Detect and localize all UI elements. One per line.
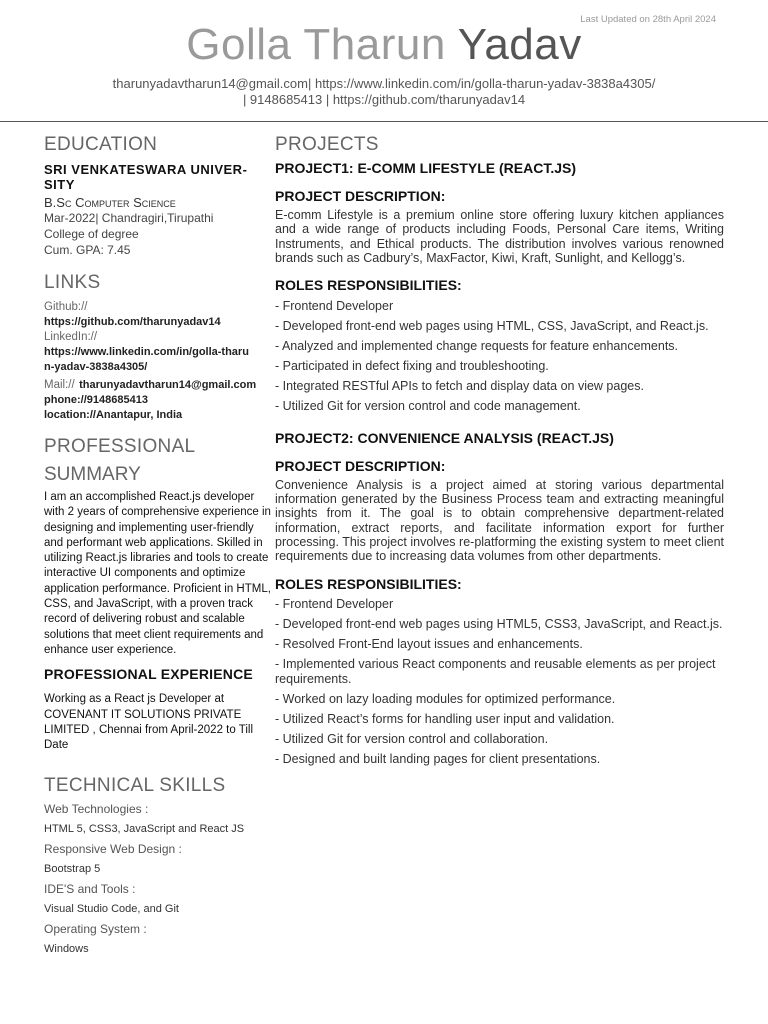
role-item: - Integrated RESTful APIs to fetch and display data on view pages. [275,379,644,394]
location-text: location://Anantapur, India [44,409,183,421]
education-title: EDUCATION [44,134,158,155]
project2-roles [275,597,724,767]
summary-text: I am an accomplished React.js developer with 2 years of comprehensive experience in designing and implementing user-friendly and performant web applications. Skilled in utilizing React.js libraries and tools to create interactive UI components and optimize application performance. Proficient in HTML, CSS, and JavaScript, with a proven track record of delivering robust and scalable solutions that meet client requirements and enhance user experience. [44,491,271,656]
education-gpa: Cum. GPA: 7.45 [44,243,131,257]
linkedin-link[interactable]: https://www.linkedin.com/in/golla-tharun-yadav-3838a4305/ [44,346,249,373]
skill-value: Windows [44,943,89,956]
skill-label: Operating System : [44,922,147,937]
project1-roles [275,299,724,414]
project1-roles-head: ROLES RESPONSIBILITIES: [275,277,462,294]
project2-desc-head: PROJECT DESCRIPTION: [275,457,446,474]
skill-label: Web Technologies : [44,802,149,817]
summary-title-2: SUMMARY [44,464,141,485]
left-column [44,134,272,959]
role-item: - Implemented various React components and reusable elements as per project requirements. [275,657,716,686]
skill-label: Responsive Web Design : [44,842,182,857]
role-item: - Resolved Front-End layout issues and enhancements. [275,637,583,652]
skill-value: Visual Studio Code, and Git [44,903,179,916]
mail-link[interactable]: tharunyadavtharun14@gmail.com [79,379,257,391]
role-item: - Analyzed and implemented change requests for feature enhancements. [275,338,679,353]
contact-line-2[interactable]: | 9148685413 | https://github.com/tharunyadav14 [242,92,526,107]
role-item: - Frontend Developer [275,597,394,612]
contact-info [0,76,768,108]
role-item: - Utilized Git for version control and collaboration. [275,732,549,747]
education-college: College of degree [44,227,139,241]
project2-description: Convenience Analysis is a project aimed at storing various departmental information generated by the Business Process team and extracting meaningful insights from it. The goal is to obtain comprehensive department-related information, extract reports, and facilitate information export for further processing. This project involves re-platforming the existing system to meet client requirements due to increasing data volumes from other departments. [275,477,724,564]
github-label: Github:// [44,301,88,313]
education-date-place: Mar-2022| Chandragiri,Tirupathi [44,211,214,225]
role-item: - Developed front-end web pages using HTML, CSS, JavaScript, and React.js. [275,318,709,333]
contact-line-1[interactable]: tharunyadavtharun14@gmail.com| https://www.linkedin.com/in/golla-tharun-yadav-3838a4305/ [112,76,656,91]
education-university: SRI VENKATESWARA UNIVER-SITY [44,162,248,192]
links-list [44,300,272,423]
role-item: - Worked on lazy loading modules for optimized performance. [275,692,616,706]
experience-text: Working as a React js Developer at COVENANT IT SOLUTIONS PRIVATE LIMITED , Chennai from April-2022 to Till Date [44,693,253,752]
mail-label: Mail:// [44,379,75,391]
right-column [275,134,724,767]
last-name: Yadav [457,20,582,69]
summary-title-1: PROFESSIONAL [44,436,196,457]
skill-label: IDE'S and Tools : [44,882,136,897]
skill-value: HTML 5, CSS3, JavaScript and React JS [44,823,245,836]
github-link[interactable]: https://github.com/tharunyadav14 [44,316,221,328]
skills-title: TECHNICAL SKILLS [44,775,226,797]
links-title: LINKS [44,272,101,293]
role-item: - Utilized Git for version control and code management. [275,399,581,414]
project2-title: PROJECT2: CONVENIENCE ANALYSIS (REACT.JS) [275,429,614,446]
project1-title: PROJECT1: E-COMM LIFESTYLE (REACT.JS) [275,160,577,176]
project1-description: E-comm Lifestyle is a premium online store offering luxury kitchen appliances and a wide range of products including Foods, Personal Care items, Writing Instruments, and Ethical products. The distribution involves various renowned brands such as Cadbury’s, MaxFactor, Kiwi, Kraft, Sunlight, and Kellogg’s. [275,208,724,265]
role-item: - Frontend Developer [275,298,394,313]
project1-desc-head: PROJECT DESCRIPTION: [275,188,446,204]
phone-link[interactable]: phone://9148685413 [44,394,148,406]
role-item: - Designed and built landing pages for client presentations. [275,752,601,767]
role-item: - Developed front-end web pages using HTML5, CSS3, JavaScript, and React.js. [275,617,723,632]
header-divider [0,121,768,122]
resume-name [0,20,768,70]
education-degree: B.Sc Computer Science [44,195,176,210]
role-item: - Participated in defect fixing and troubleshooting. [275,359,549,374]
experience-title: PROFESSIONAL EXPERIENCE [44,666,253,683]
projects-title: PROJECTS [275,134,379,155]
last-updated: Last Updated on 28th April 2024 [580,14,716,25]
linkedin-label: LinkedIn:// [44,331,98,343]
skill-value: Bootstrap 5 [44,863,101,876]
role-item: - Utilized React’s forms for handling user input and validation. [275,712,615,727]
first-name: Golla Tharun [186,20,446,69]
project2-roles-head: ROLES RESPONSIBILITIES: [275,575,462,592]
skills-list [44,799,272,959]
